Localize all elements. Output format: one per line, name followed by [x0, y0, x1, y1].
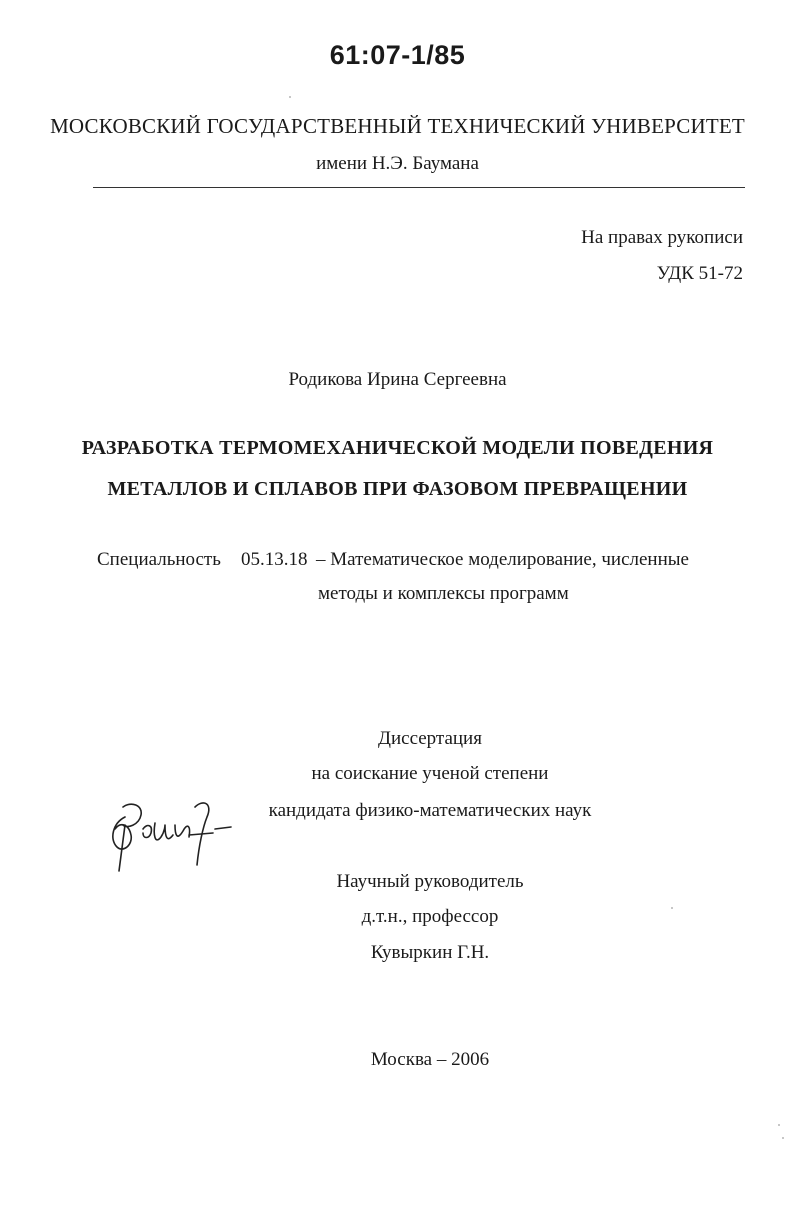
scan-speck — [289, 96, 291, 98]
header-divider — [93, 187, 745, 188]
manuscript-note: На правах рукописи — [581, 227, 743, 248]
university-name: МОСКОВСКИЙ ГОСУДАРСТВЕННЫЙ ТЕХНИЧЕСКИЙ УНИВЕРСИТЕТ — [50, 114, 745, 138]
specialty-label: Специальность — [97, 549, 221, 570]
specialty-code: 05.13.18 — [241, 549, 308, 570]
specialty-description-line-2: методы и комплексы программ — [318, 583, 569, 604]
dissertation-label: Диссертация — [378, 728, 482, 749]
advisor-degree: д.т.н., профессор — [361, 906, 499, 927]
thesis-title-line-2: МЕТАЛЛОВ И СПЛАВОВ ПРИ ФАЗОВОМ ПРЕВРАЩЕНИИ — [107, 478, 688, 500]
specialty-description-line-1: – Математическое моделирование, численные — [316, 549, 689, 570]
university-subtitle: имени Н.Э. Баумана — [316, 153, 479, 174]
author-name: Родикова Ирина Сергеевна — [288, 369, 507, 390]
scan-speck — [782, 1137, 784, 1139]
advisor-name: Кувыркин Г.Н. — [370, 942, 490, 963]
degree-line-1: на соискание ученой степени — [311, 763, 549, 784]
city-year: Москва – 2006 — [370, 1049, 490, 1070]
udc-code: УДК 51-72 — [656, 263, 743, 284]
author-signature — [103, 795, 263, 880]
archive-code: 61:07-1/85 — [329, 40, 466, 70]
scan-speck — [778, 1124, 780, 1126]
thesis-title-line-1: РАЗРАБОТКА ТЕРМОМЕХАНИЧЕСКОЙ МОДЕЛИ ПОВЕДЕНИЯ — [81, 437, 714, 459]
advisor-label: Научный руководитель — [336, 871, 524, 892]
scan-speck — [671, 907, 673, 909]
degree-line-2: кандидата физико-математических наук — [268, 800, 592, 821]
